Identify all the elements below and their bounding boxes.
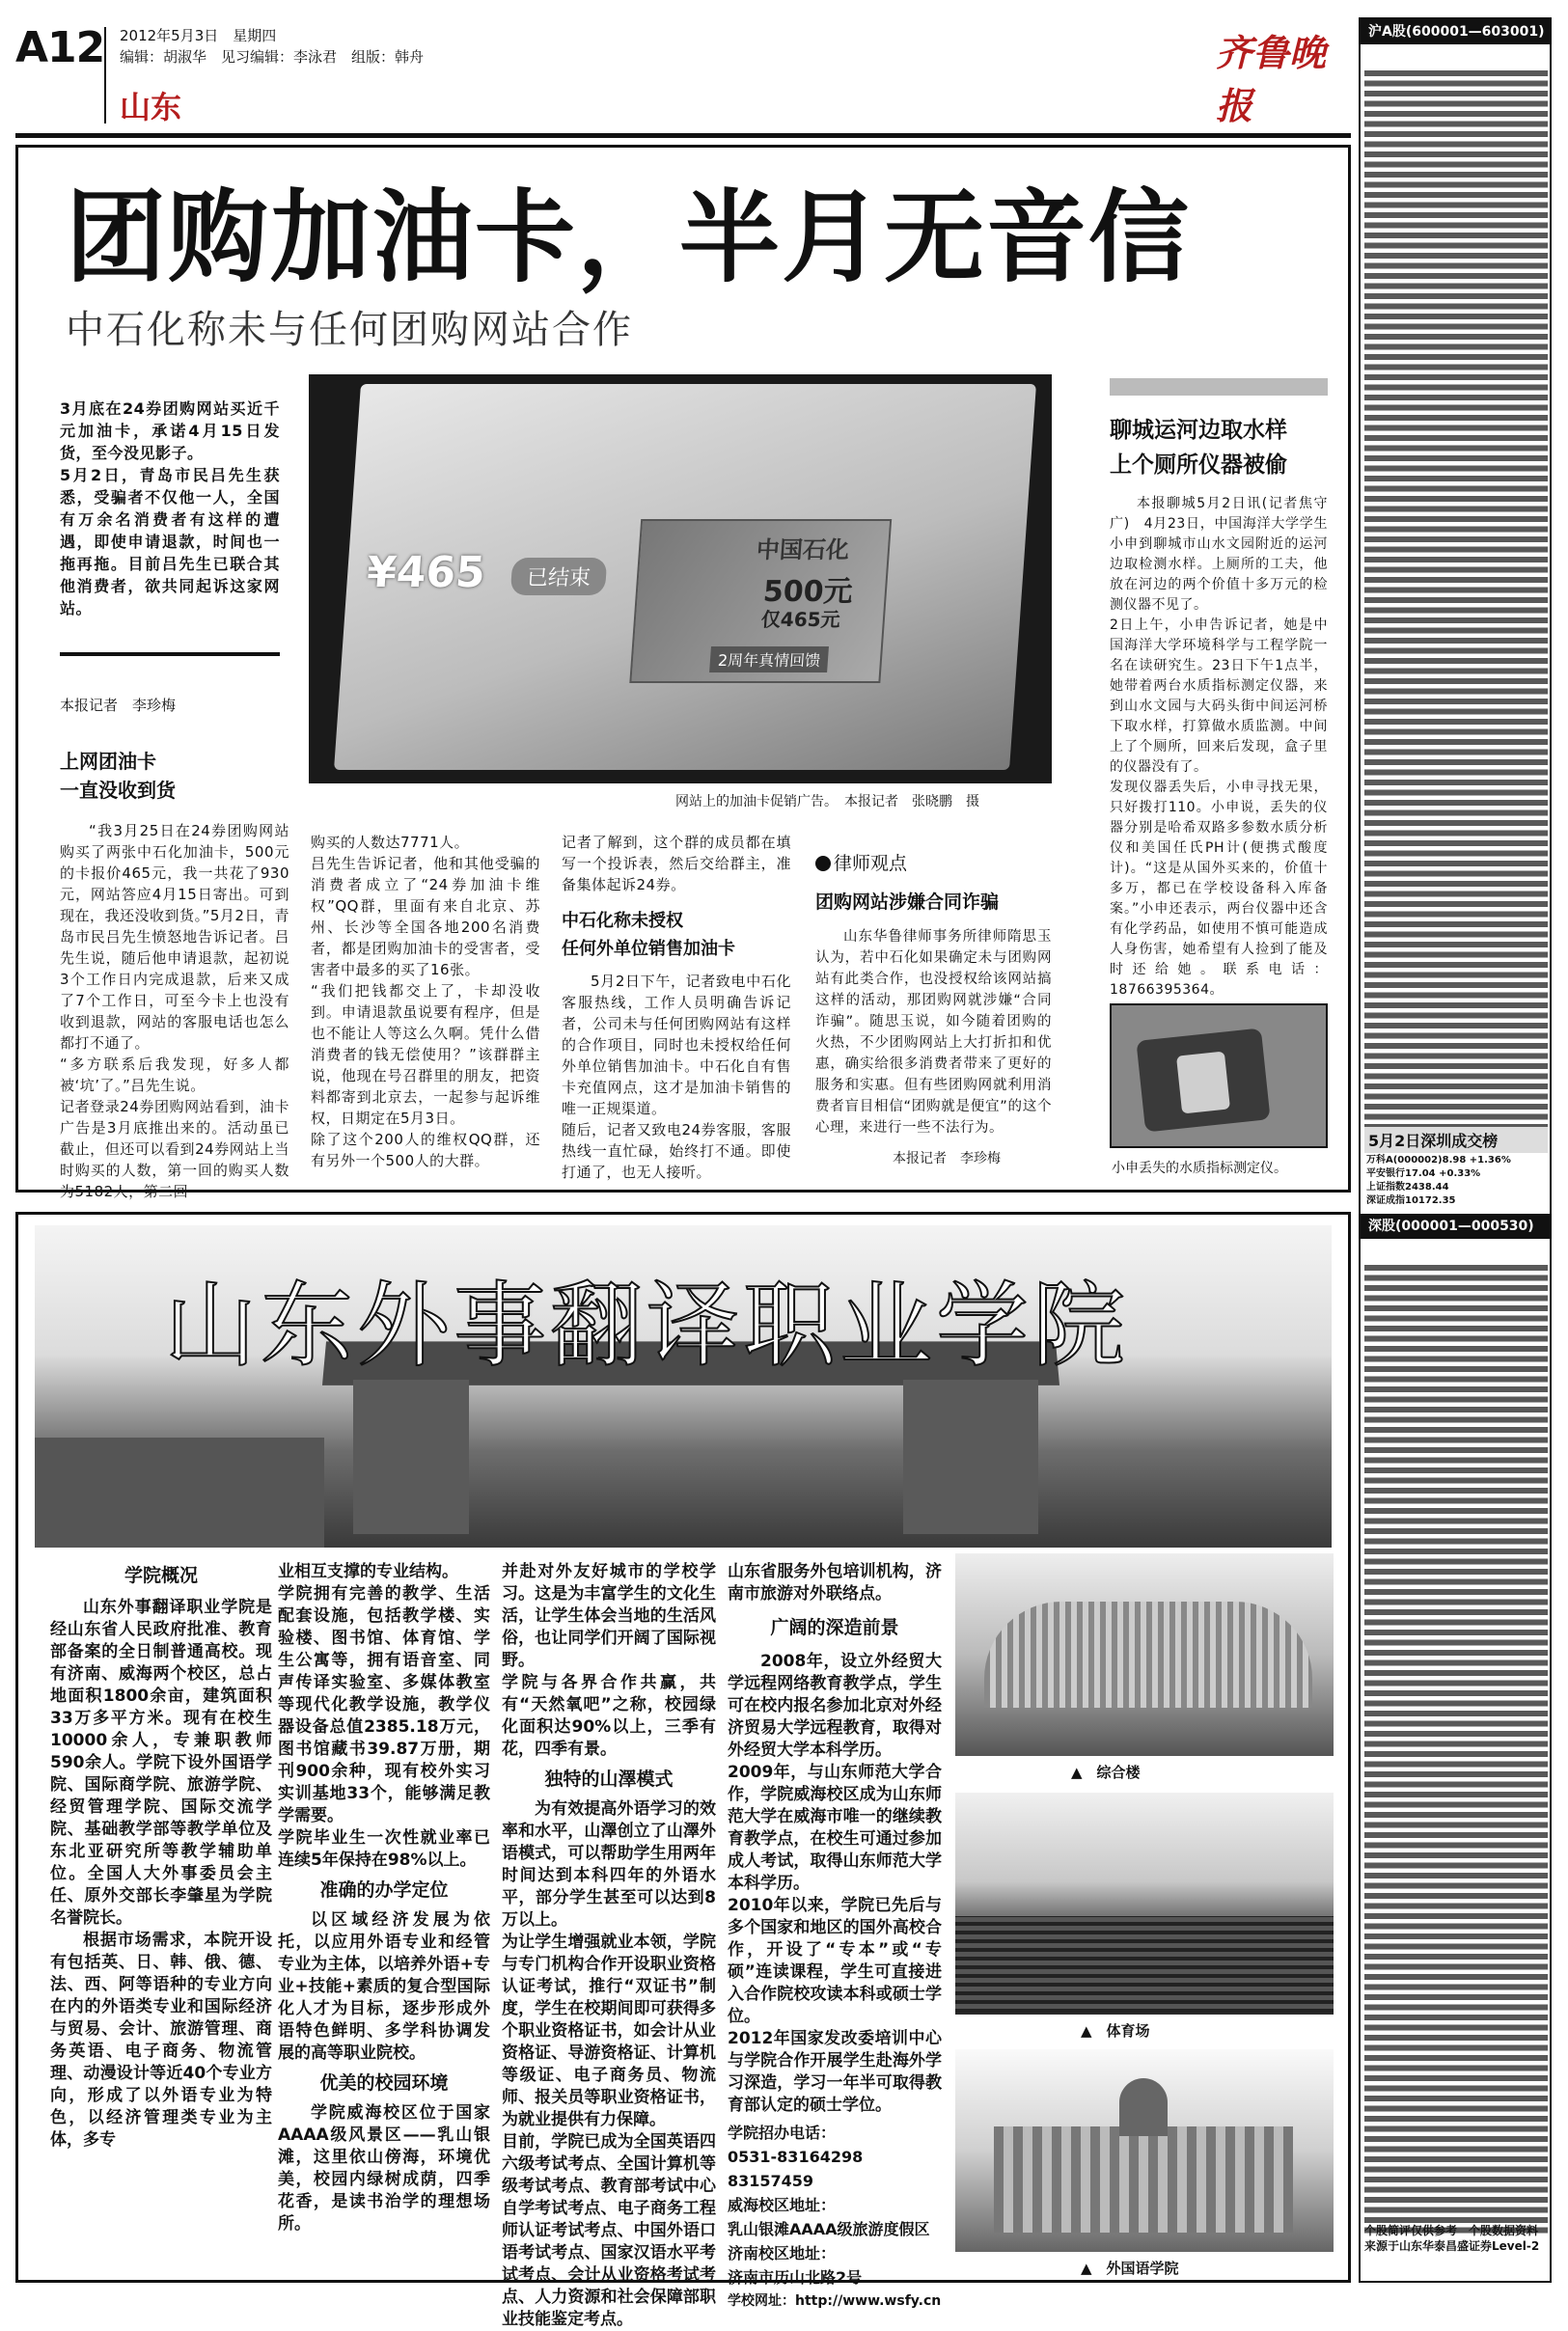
ad-p5: 学院威海校区位于国家AAAA级风景区——乳山银滩，这里依山傍海，环境优美，校园内绿树成荫，四季花香，是读书治学的理想场所。 bbox=[278, 2103, 490, 2234]
contact-l4: 乳山银滩AAAA级旅游度假区 bbox=[728, 2220, 930, 2238]
lawyer-tag bbox=[815, 849, 907, 875]
stock-summary-title: 5月2日深圳成交榜 bbox=[1364, 1127, 1548, 1153]
ad-col-3 bbox=[502, 1561, 716, 2331]
lawyer-headline: 团购网站涉嫌合同诈骗 bbox=[815, 891, 1000, 913]
stadium-photo bbox=[955, 1793, 1334, 2015]
ad-col-1 bbox=[50, 1561, 272, 2152]
subheadline: 中石化称未与任何团购网站合作 bbox=[66, 308, 633, 352]
complex-building-photo bbox=[955, 1553, 1334, 1756]
masthead bbox=[0, 0, 1351, 135]
ad-h3: 优美的校园环境 bbox=[319, 2072, 449, 2094]
stock-rows-b bbox=[1364, 1263, 1548, 2237]
stock-disclaimer: 个股简评仅供参考 个股数据资料来源于山东华泰昌盛证券Level-2 bbox=[1364, 2224, 1540, 2253]
ad-h2: 准确的办学定位 bbox=[319, 1879, 449, 1901]
main-photo bbox=[309, 374, 1052, 783]
instrument-photo bbox=[1110, 1003, 1328, 1148]
sub-head-1: 上网团油卡 一直没收到货 bbox=[60, 750, 176, 802]
lawyer-text: 山东华鲁律师事务所律师隋思玉认为，若中石化如果确定未与团购网站有此类合作，也没授权给该网站搞这样的活动，那团购网就涉嫌“合同诈骗”。随思玉说，如今随着团购的火热，不少团购网站上大打折扣和优惠，确实给很多消费者带来了更好的服务和实惠。但有些团购网就利用消费者盲目相信“团购就是便宜”的这个心理，来进行一些不法行为。 bbox=[815, 929, 1052, 1136]
side-headline: 聊城运河边取水样 上个厕所仪器被偷 bbox=[1110, 418, 1287, 478]
ended-button: 已结束 bbox=[510, 558, 608, 595]
banner-text: 2周年真情回馈 bbox=[709, 646, 829, 672]
lawyer-body bbox=[815, 926, 1052, 1138]
gate-wall bbox=[35, 1438, 324, 1548]
body-col-3b bbox=[562, 971, 791, 1183]
contact-l1: 学院招办电话： bbox=[728, 2124, 837, 2142]
side-photo-caption: 小申丢失的水质指标测定仪。 bbox=[1112, 1161, 1287, 1176]
monitor-screen bbox=[334, 384, 1036, 770]
card-value: 500元 bbox=[761, 575, 854, 609]
ad-h5: 独特的山澤模式 bbox=[544, 1769, 674, 1790]
lawyer-box bbox=[815, 849, 1057, 1167]
price-text: ¥465 bbox=[365, 548, 487, 597]
ad-p8: 为有效提高外语学习的效率和水平，山澤创立了山澤外语模式，可以帮助学生用两年时间达到本科四年的外语水平，部分学生甚至可以达到8万以上。 为让学生增强就业本领，学院与专门机构合作开设职业资格认证考试，推行“双证书”制度，学生在校期间即可获得多个职业资格证书，如会计从业资格证、导游资格证、计算机等级证、电子商务员、物流师、报关员等职业资格证书，为就业提供有力保障。 目前，学院已成为全国英语四六级考试考点、全国计算机等级考试考点、教育部考试中心自学考试考点、电子商务工程师认证考试考点、中国外语口语考试考点、国家汉语水平考试考点、会计从业资格考试考点、人力资源和社会保障部职业技能鉴定考点。 bbox=[502, 1799, 716, 2329]
ad-p9: 并赴对外友好城市的学校学习。这是为丰富学生的文化生活，让学生体会当地的生活风俗，也让同学们开阔了国际视野。 学院与各界合作共赢，共有“天然氧吧”之称，校园绿化面积达90%以上，三季有花，四季有景。 bbox=[502, 1562, 716, 1759]
gate-pillar-left bbox=[353, 1380, 469, 1534]
lawyer-byline: 本报记者 李珍梅 bbox=[893, 1151, 1001, 1166]
body-col-2 bbox=[311, 832, 540, 1171]
col1-text: “我3月25日在24券团购网站购买了两张中石化加油卡，500元的卡报价465元，我一共花了930元，网站答应4月15日寄出。可到现在，我还没收到货。”5月2日，青岛市民吕先生愤怒地告诉记者。吕先生说，随后他申请退款，起初说3个工作日内完成退款，后来又成了7个工作日，可至今卡上也没有收到退款，网站的客服电话也怎么都打不通了。 “多方联系后我发现，好多人都被‘坑’了。”吕先生说。 记者登录24券团购网站看到，油卡广告是3月底推出来的。活动虽已截止，但还可以看到24券网站上当时购买的人数，第一回的购买人数为5182人，第二回 bbox=[60, 822, 289, 1200]
contact-l7: 学校网址：http://www.wsfy.cn bbox=[728, 2293, 942, 2309]
editor-line: 编辑：胡淑华 见习编辑：李泳君 组版：韩舟 bbox=[120, 48, 425, 66]
instrument-device bbox=[1176, 1052, 1230, 1114]
castle-tower bbox=[1119, 2078, 1168, 2136]
castle-body bbox=[994, 2126, 1293, 2233]
stadium-seats bbox=[955, 1916, 1334, 2013]
ad-p7: 2008年，设立外经贸大学远程网络教育教学点，学生可在校内报名参加北京对外经济贸易大学远程教育，取得对外经贸大学本科学历。 2009年，与山东师范大学合作，学院威海校区成为山东师范大学在威海市唯一的继续教育教学点，在校生可通过参加成人考试，取得山东师范大学本科学历。 2010年以来，学院已先后与多个国家和地区的国外高校合作，开设了“专本”或“专硕”连读课程，学生可直接进入合作院校攻读本科或硕士学位。 2012年国家发改委培训中心与学院合作开展学生赴海外学习深造，学习一年半可取得教育部认定的硕士学位。 bbox=[728, 1652, 942, 2115]
stock-column bbox=[1359, 17, 1552, 2283]
contact-l2: 0531-83164298 83157459 bbox=[728, 2148, 879, 2190]
building-shape-1 bbox=[984, 1602, 1312, 1708]
lead-text: 3月底在24券团购网站买近千元加油卡，承诺4月15日发货，至今没见影子。 5月2日，青岛市民吕先生获悉，受骗者不仅他一人，全国有万余名消费者有这样的遭遇，即使申请退款，时间也一拖再拖。目前吕先生已联合其他消费者，欲共同起诉这家网站。 bbox=[60, 399, 280, 617]
contact-box bbox=[728, 2121, 942, 2314]
stock-rows-a bbox=[1364, 69, 1548, 1139]
col3b-text: 5月2日下午，记者致电中石化客服热线，工作人员明确告诉记者，公司未与任何团购网站有这样的合作项目，同时也未授权给任何外单位销售加油卡。中石化自有售卡充值网点，这才是加油卡销售的唯一正规渠道。 随后，记者又致电24券客服，客服热线一直忙碌，始终打不通。即使打通了，也无人接听。 bbox=[562, 973, 791, 1181]
ad-h4: 广阔的深造前景 bbox=[770, 1617, 899, 1638]
contact-l5: 济南校区地址： bbox=[728, 2244, 837, 2262]
gate-pillar-right bbox=[903, 1380, 1038, 1534]
photo-caption-1: ▲ 综合楼 bbox=[1071, 1764, 1141, 1781]
card-price: 仅465元 bbox=[760, 608, 841, 631]
ad-p4: 以区域经济发展为依托，以应用外语专业和经管专业为主体，以培养外语+专业+技能+素质的复合型国际化人才为目标，逐步形成外语特色鲜明、多学科协调发展的高等职业院校。 bbox=[278, 1910, 490, 2063]
headline: 团购加油卡，半月无音信 bbox=[66, 178, 1192, 296]
body-col-1 bbox=[60, 820, 289, 1202]
summary-line-4: 深证成指10172.35 bbox=[1366, 1195, 1456, 1206]
summary-line-3: 上证指数2438.44 bbox=[1366, 1182, 1449, 1193]
date-line: 2012年5月3日 星期四 bbox=[120, 27, 277, 44]
contact-l6: 济南市历山北路2号 bbox=[728, 2268, 863, 2287]
sub-head-2: 中石化称未授权 任何外单位销售加油卡 bbox=[562, 911, 735, 959]
contact-l3: 威海校区地址： bbox=[728, 2196, 837, 2214]
stock-listing-top bbox=[1364, 48, 1548, 1119]
photo-caption-3: ▲ 外国语学院 bbox=[1081, 2260, 1179, 2277]
col3-text: 记者了解到，这个群的成员都在填写一个投诉表，然后交给群主，准备集体起诉24券。 bbox=[562, 834, 791, 893]
stock-listing-bottom bbox=[1364, 1243, 1548, 2217]
ad-title: 山东外事翻译职业学院 bbox=[164, 1272, 1129, 1380]
ad-p1: 山东外事翻译职业学院是经山东省人民政府批准、教育部备案的全日制普通高校。现有济南、威海两个校区，总占地面积1800余亩，建筑面积33万多平方米。现有在校生10000余人，专兼职教师590余人。学院下设外国语学院、国际商学院、旅游学院、经贸管理学院、国际交流学院、基础教学部等教学单位及东北亚研究所等教学辅助单位。全国人大外事委员会主任、原外交部长李肇星为学院名誉院长。 bbox=[50, 1598, 272, 1928]
lawyer-tag-label: 律师观点 bbox=[834, 853, 908, 874]
promo-card bbox=[629, 519, 892, 683]
byline: 本报记者 李珍梅 bbox=[60, 697, 177, 714]
side-article-bar bbox=[1110, 378, 1328, 396]
bubble-icon bbox=[815, 856, 831, 871]
ad-p3: 业相互支撑的专业结构。 学院拥有完善的教学、生活配套设施，包括教学楼、实验楼、图书馆、体育馆、学生公寓等，拥有语音室、同声传译实验室、多媒体教室等现代化教学设施，教学仪器设备总值2385.18万元，图书馆藏书39.87万册，期刊900余种，现有校外实习实训基地33个，能够满足教学需要。 学院毕业生一次性就业率已连续5年保持在98%以上。 bbox=[278, 1562, 490, 1870]
photo-caption: 网站上的加油卡促销广告。 本报记者 张晓鹏 摄 bbox=[675, 794, 979, 809]
lead-rule bbox=[60, 652, 280, 656]
language-school-photo bbox=[955, 2049, 1334, 2252]
ad-p6: 山东省服务外包培训机构，济南市旅游对外联络点。 bbox=[728, 1562, 942, 1604]
stock-header-bottom: 深股(000001—000530) bbox=[1361, 1214, 1550, 1239]
ad-col-2 bbox=[278, 1561, 490, 2235]
stock-header-top: 沪A股(600001—603001) bbox=[1361, 19, 1550, 44]
brand-text: 中国石化 bbox=[755, 536, 850, 563]
stock-summary bbox=[1366, 1154, 1548, 1208]
masthead-rule bbox=[15, 133, 1351, 138]
summary-line-1: 万科A(000002)8.98 +1.36% bbox=[1366, 1155, 1511, 1166]
side-body-text: 本报聊城5月2日讯(记者焦守广) 4月23日，中国海洋大学学生小申到聊城市山水文园附近的运河边取检测水样。上厕所的工夫，他放在河边的两个价值十多万元的检测仪器不见了。 2日上午，小申告诉记者，她是中国海洋大学环境科学与工程学院一名在读研究生。23日下午1点半，她带着两台水质指标测定仪器，来到山水文园与大码头街中间运河桥下取水样，打算做水质监测。中间上了个厕所，回来后发现，盒子里的仪器没有了。 发现仪器丢失后，小申寻找无果，只好拨打110。小申说，丢失的仪器分别是哈希双路多参数水质分析仪和美国任氏PH计(便携式酸度计)。“这是从国外买来的，价值十多万，都已在学校设备科入库备案。”小申还表示，两台仪器中还含有化学药品，如使用不慎可能造成人身伤害，她希望有人捡到了能及时还给她。联系电话：18766395364。 bbox=[1110, 496, 1328, 998]
paper-logo: 齐鲁晚报 bbox=[1216, 31, 1327, 127]
ad-h1: 学院概况 bbox=[124, 1565, 198, 1586]
ad-col-4 bbox=[728, 1561, 942, 2117]
col2-text: 购买的人数达7771人。 吕先生告诉记者，他和其他受骗的消费者成立了“24券加油卡维权”QQ群，里面有来自北京、苏州、长沙等全国各地200名消费者，都是团购加油卡的受害者，受害者中最多的买了16张。 “我们把钱都交上了，卡却没收到。申请退款虽说要有程序，但是也不能让人等这么久啊。凭什么借消费者的钱无偿使用？”该群群主说，他现在号召群里的朋友，把资料都寄到北京去，一起参与起诉维权，日期定在5月3日。 除了这个200人的维权QQ群，还有另外一个500人的大群。 bbox=[311, 834, 540, 1169]
page-number: A12 bbox=[15, 23, 105, 72]
article-lead bbox=[60, 398, 280, 619]
body-col-3 bbox=[562, 832, 791, 895]
masthead-divider bbox=[104, 27, 106, 123]
photo-caption-2: ▲ 体育场 bbox=[1081, 2022, 1150, 2040]
section-name: 山东 bbox=[120, 89, 182, 125]
side-body bbox=[1110, 494, 1328, 1001]
summary-line-2: 平安银行17.04 +0.33% bbox=[1366, 1168, 1481, 1179]
ad-p2: 根据市场需求，本院开设有包括英、日、韩、俄、德、法、西、阿等语种的专业方向在内的外语类专业和国际经济与贸易、会计、旅游管理、商务英语、电子商务、物流管理、动漫设计等近40个专业方向，形成了以外语专业为特色，以经济管理类专业为主体，多专 bbox=[50, 1931, 272, 2150]
